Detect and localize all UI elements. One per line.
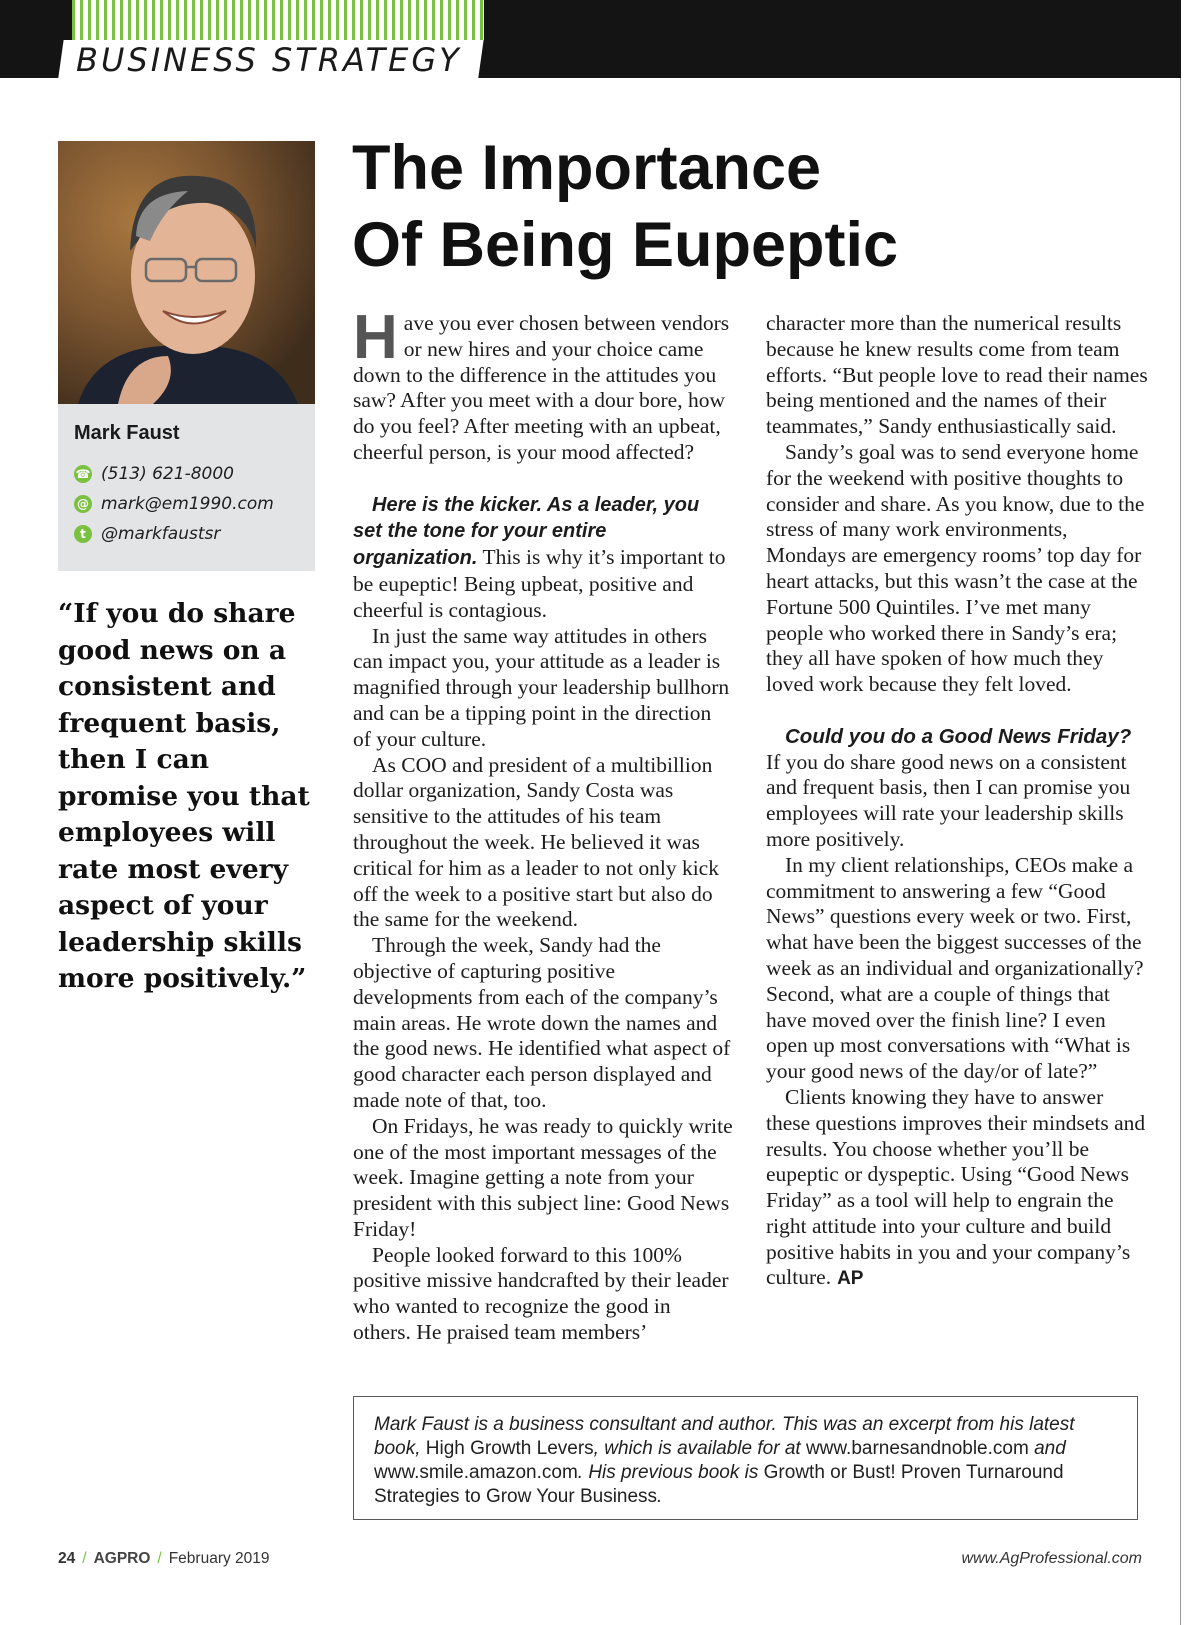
phone-icon: ☎: [75, 467, 91, 481]
article-title-line-2: Of Being Eupeptic: [352, 210, 899, 280]
article-subhead: Could you do a Good News Friday?: [785, 724, 1132, 748]
article-paragraph: Through the week, Sandy had the objective of capturing positive developments from each of the company’s main areas. He wrote down the names and the good news. He identified what aspect of good character each person displayed and made note of that, too.: [353, 933, 731, 1112]
bio-text: , which is available for at: [593, 1438, 806, 1459]
author-twitter-row: [74, 524, 220, 544]
bio-text: . His previous book is: [577, 1462, 764, 1483]
page-number: 24: [58, 1550, 76, 1567]
section-label: BUSINESS STRATEGY: [76, 41, 462, 79]
section-header: [0, 0, 1181, 80]
article-paragraph: People looked forward to this 100% positive missive handcrafted by their leader who wanted to recognize the good in others. He praised team members’: [353, 1242, 729, 1345]
author-twitter-handle[interactable]: @markfaustsr: [101, 524, 221, 544]
article-paragraph-text: Clients knowing they have to answer these questions improves their mindsets and results. You choose whether you’ll be eupeptic or dyspeptic. Using “Good News Friday” as a tool will help to engrain the right attitude into your culture and build positive habits in you and your company’s culture.: [766, 1084, 1146, 1290]
bio-url-barnesandnoble[interactable]: www.barnesandnoble.com: [805, 1438, 1029, 1459]
article-paragraph-text: ave you ever chosen between vendors or new hires and your choice came down to the difference in the attitudes you saw? After you meet with a dour bore, how do you feel? After meeting with an upbeat, cheerful person, is your mood affected?: [353, 311, 730, 464]
article-paragraph: As COO and president of a multibillion dollar organization, Sandy Costa was sensitive to the attitudes of his team throughout the week. He believed it was critical for him as a leader to not only kick off the week to a positive start but also do the same for the weekend.: [353, 752, 719, 932]
footer-separator: /: [82, 1550, 87, 1567]
drop-cap: H: [353, 303, 398, 372]
twitter-icon: t: [74, 525, 92, 543]
header-green-stripes: [72, 0, 484, 40]
footer-separator: /: [157, 1550, 162, 1567]
article-column-1: [353, 303, 733, 1346]
article-paragraph: [766, 1085, 1151, 1292]
author-email-row: [74, 494, 274, 514]
article-paragraph: [353, 492, 733, 624]
author-name: Mark Faust: [74, 422, 180, 444]
email-icon: @: [74, 495, 92, 513]
magazine-name: AGPRO: [93, 1550, 151, 1567]
author-phone-row: [74, 464, 234, 484]
article-paragraph: In my client relationships, CEOs make a commitment to answering a few “Good News” questions every week or two. First, what have been the biggest successes of the week as an individual and organizationally? Second, what are a couple of things that have moved over the finish line? I even open up most conversations with “What is your good news of the day/or of late?”: [766, 852, 1144, 1084]
bio-book-title: High Growth Levers: [425, 1438, 594, 1459]
article-paragraph: In just the same way attitudes in others can impact you, your attitude as a leader is magnified through your leadership bullhorn and can be a tipping point in the direction of your culture.: [353, 623, 730, 751]
author-bio-box: [353, 1396, 1138, 1520]
pull-quote: “If you do share good news on a consistent and frequent basis, then I can promise you that employees will rate most every aspect of your leadership skills more positively.”: [58, 598, 310, 994]
end-mark: AP: [837, 1268, 864, 1290]
bio-book-title: Growth or Bust! Proven Turnaround Strategies to Grow Your Business: [374, 1462, 1064, 1507]
article-paragraph: character more than the numerical results because he knew results come from team efforts. “But people love to read their names being mentioned and the names of their teammates,” Sandy enthusiastically said.: [766, 311, 1148, 439]
page-footer-info: [58, 1550, 270, 1568]
article-paragraph: On Fridays, he was ready to quickly write one of the most important messages of the week. Imagine getting a note from your president with this subject line: Good News Friday!: [353, 1113, 733, 1241]
bio-url-amazon[interactable]: www.smile.amazon.com: [374, 1462, 578, 1483]
kicker-lead-in: Here is the kicker. As a leader, you set the tone for your entire organization.: [353, 493, 700, 570]
footer-website[interactable]: www.AgProfessional.com: [961, 1550, 1142, 1567]
page-edge-rule: [1180, 0, 1181, 1625]
author-phone: (513) 621-8000: [101, 464, 234, 484]
bio-text: .: [657, 1486, 663, 1507]
author-photo: [58, 141, 315, 404]
article-paragraph-text: This is why it’s important to be eupeptic! Being upbeat, positive and cheerful is contagious.: [353, 545, 726, 622]
article-paragraph: If you do share good news on a consistent and frequent basis, then I can promise you employees will rate your leadership skills more positively.: [766, 749, 1131, 851]
author-portrait-illustration: [58, 141, 315, 404]
bio-text: Mark Faust is a business consultant and author. This was an excerpt from his latest book,: [374, 1414, 1075, 1459]
issue-date: February 2019: [168, 1550, 270, 1567]
article-title: [352, 130, 1152, 284]
article-paragraph: Sandy’s goal was to send everyone home for the weekend with positive thoughts to consider and share. As you know, due to the stress of many work environments, Mondays are emergency rooms’ top day for heart attacks, but this wasn’t the case at the Fortune 500 Quintiles. I’ve met many people who worked there in Sandy’s era; they all have spoken of how much they loved work because they felt loved.: [766, 439, 1145, 697]
author-contact-card: [58, 404, 315, 571]
article-paragraph: [353, 303, 733, 466]
article-column-2: [766, 311, 1151, 1292]
article-title-line-1: The Importance: [352, 133, 822, 203]
bio-text: and: [1028, 1438, 1066, 1459]
author-email[interactable]: mark@em1990.com: [101, 494, 274, 514]
